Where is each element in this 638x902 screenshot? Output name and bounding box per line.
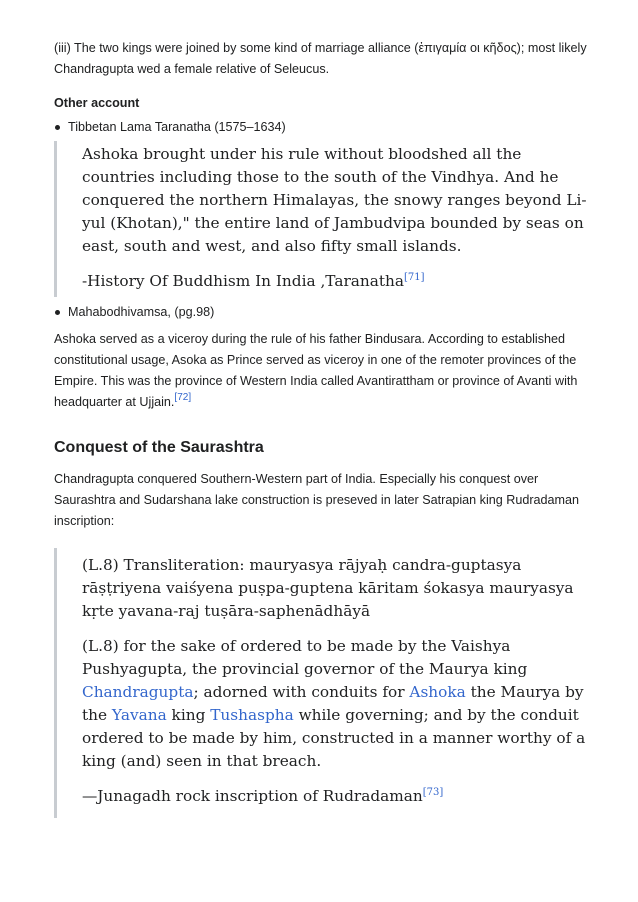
reference-link-72[interactable]: [72] [174,392,192,403]
list-item-taranatha: Tibbetan Lama Taranatha (1575–1634) [68,117,594,138]
link-yavana[interactable]: Yavana [111,706,167,724]
blockquote-taranatha [54,141,594,297]
other-account-heading: Other account [54,96,140,110]
intro-paragraph: (iii) The two kings were joined by some kind of marriage alliance (ἐπιγαμία οι κῆδος); most likely Chandragupta wed a female relative of Seleucus. [54,41,587,76]
section-heading: Conquest of the Saurashtra [54,439,264,456]
inscription-citation [82,785,594,808]
link-ashoka[interactable]: Ashoka [409,683,466,701]
translation-part: the Maurya by the [82,683,584,724]
translation-part: king [166,706,211,724]
reference-link-73[interactable]: [73] [422,787,444,798]
citation-text: —Junagadh rock inscription of Rudradaman [82,787,423,805]
reference-link-71[interactable]: [71] [403,272,425,283]
link-chandragupta[interactable]: Chandragupta [82,683,194,701]
translation-text [82,635,594,773]
quote-text: Ashoka brought under his rule without bloodshed all the countries including those to the south of the Vindhya. And he conquered the northern Himalayas, the snowy ranges beyond Li-yul (Khotan)," the entire land of Jambudvipa bounded by seas on east, south and west, and also fifty small islands. [82,145,587,255]
article-content [54,38,594,823]
list-item-mahabodhivamsa: Mahabodhivamsa, (pg.98) [68,302,594,323]
translation-part: (L.8) for the sake of ordered to be made by the Vaishya Pushyagupta, the provincial governor of the Maurya king [82,637,528,678]
transliteration-text: (L.8) Transliteration: mauryasya rājyaḥ candra-guptasya rāṣṭriyena vaiśyena puṣpa-guptena kāritam śokasya mauryasya kṛte yavana-raj tuṣāra-saphenādhāyā [82,556,574,620]
translation-part: while governing; and by the conduit ordered to be made by him, constructed in a manner worthy of a king (and) seen in that breach. [82,706,586,770]
link-tushaspha[interactable]: Tushaspha [210,706,294,724]
translation-part: ; adorned with conduits for [193,683,410,701]
viceroy-paragraph [54,329,594,413]
bullet-list-taranatha [54,117,594,138]
bullet-list-mahabodhivamsa [54,302,594,323]
citation-text: -History Of Buddhism In India ,Taranatha [82,272,404,290]
quote-citation [82,270,594,293]
viceroy-text: Ashoka served as a viceroy during the rule of his father Bindusara. According to established constitutional usage, Asoka as Prince served as viceroy in one of the remoter provinces of the Empire. This was the province of Western India called Avantirattham or province of Avanti with headquarter at Ujjain. [54,332,578,409]
saurashtra-paragraph: Chandragupta conquered Southern-Western part of India. Especially his conquest over Saurashtra and Sudarshana lake construction is preseved in later Satrapian king Rudradaman inscription: [54,472,580,528]
blockquote-inscription [54,548,594,818]
